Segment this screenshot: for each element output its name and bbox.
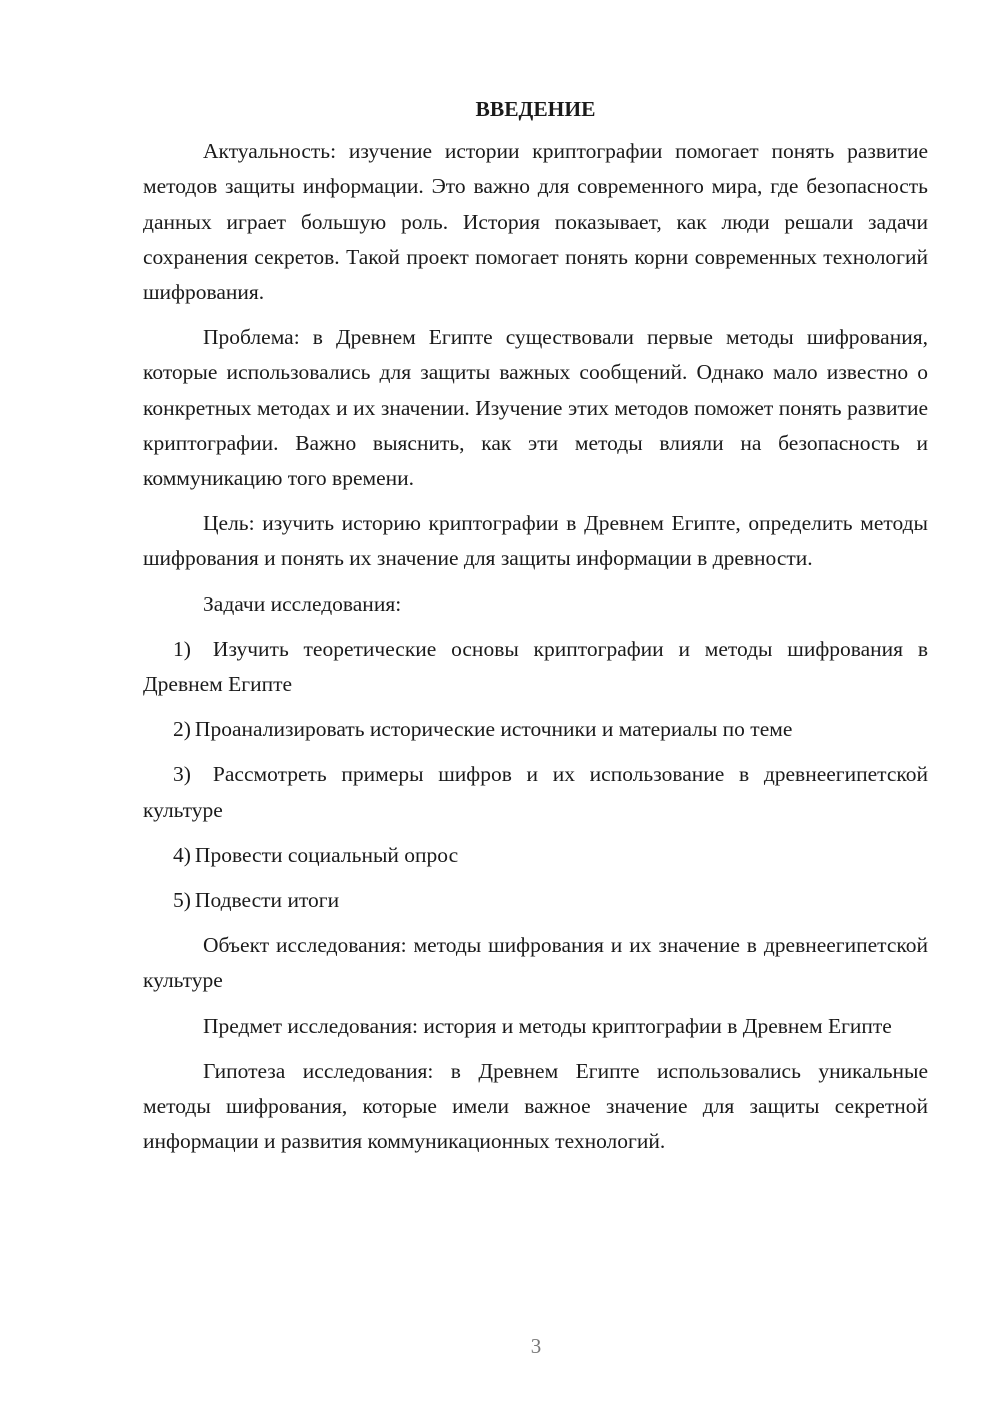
list-item — [143, 838, 928, 873]
list-item-text: Изучить теоретические основы криптографии и методы шифрования в Древнем Египте — [143, 636, 928, 697]
list-item — [143, 883, 928, 918]
list-item-number: 5) — [173, 888, 191, 913]
list-item-text: Подвести итоги — [194, 888, 340, 913]
list-item-text: Провести социальный опрос — [194, 842, 459, 867]
list-item-number: 4) — [173, 842, 191, 867]
paragraph-hypothesis: Гипотеза исследования: в Древнем Египте использовались уникальные методы шифрования, которые имели важное значение для защиты секретной информации и развития коммуникационных технологий. — [143, 1058, 928, 1154]
paragraph-problem: Проблема: в Древнем Египте существовали первые методы шифрования, которые использовались для защиты важных сообщений. Однако мало известно о конкретных методах и их значении. Изучение этих методов поможет понять развитие криптографии. Важно выяснить, как эти методы влияли на безопасность и коммуникацию того времени. — [143, 325, 928, 491]
document-page — [143, 92, 928, 1169]
list-item — [143, 757, 928, 827]
list-item — [143, 632, 928, 702]
list-item-text: Проанализировать исторические источники и материалы по теме — [194, 717, 793, 742]
paragraph-relevance: Актуальность: изучение истории криптографии помогает понять развитие методов защиты информации. Это важно для современного мира, где безопасность данных играет большую роль. История показывает, как люди решали задачи сохранения секретов. Такой проект помогает понять корни современных технологий шифрования. — [143, 139, 928, 305]
paragraph-subject: Предмет исследования: история и методы криптографии в Древнем Египте — [203, 1013, 892, 1038]
paragraph-goal: Цель: изучить историю криптографии в Древнем Египте, определить методы шифрования и понять их значение для защиты информации в древности. — [143, 511, 928, 571]
list-item-number: 2) — [173, 717, 191, 742]
page-title: ВВЕДЕНИЕ — [475, 97, 596, 121]
list-item-number: 1) — [173, 636, 191, 661]
list-item — [143, 712, 928, 747]
paragraph-object: Объект исследования: методы шифрования и их значение в древнеегипетской культуре — [143, 933, 928, 993]
tasks-heading: Задачи исследования: — [203, 591, 402, 616]
list-item-number: 3) — [173, 762, 191, 787]
page-number: 3 — [530, 1334, 542, 1358]
list-item-text: Рассмотреть примеры шифров и их использование в древнеегипетской культуре — [143, 762, 928, 822]
